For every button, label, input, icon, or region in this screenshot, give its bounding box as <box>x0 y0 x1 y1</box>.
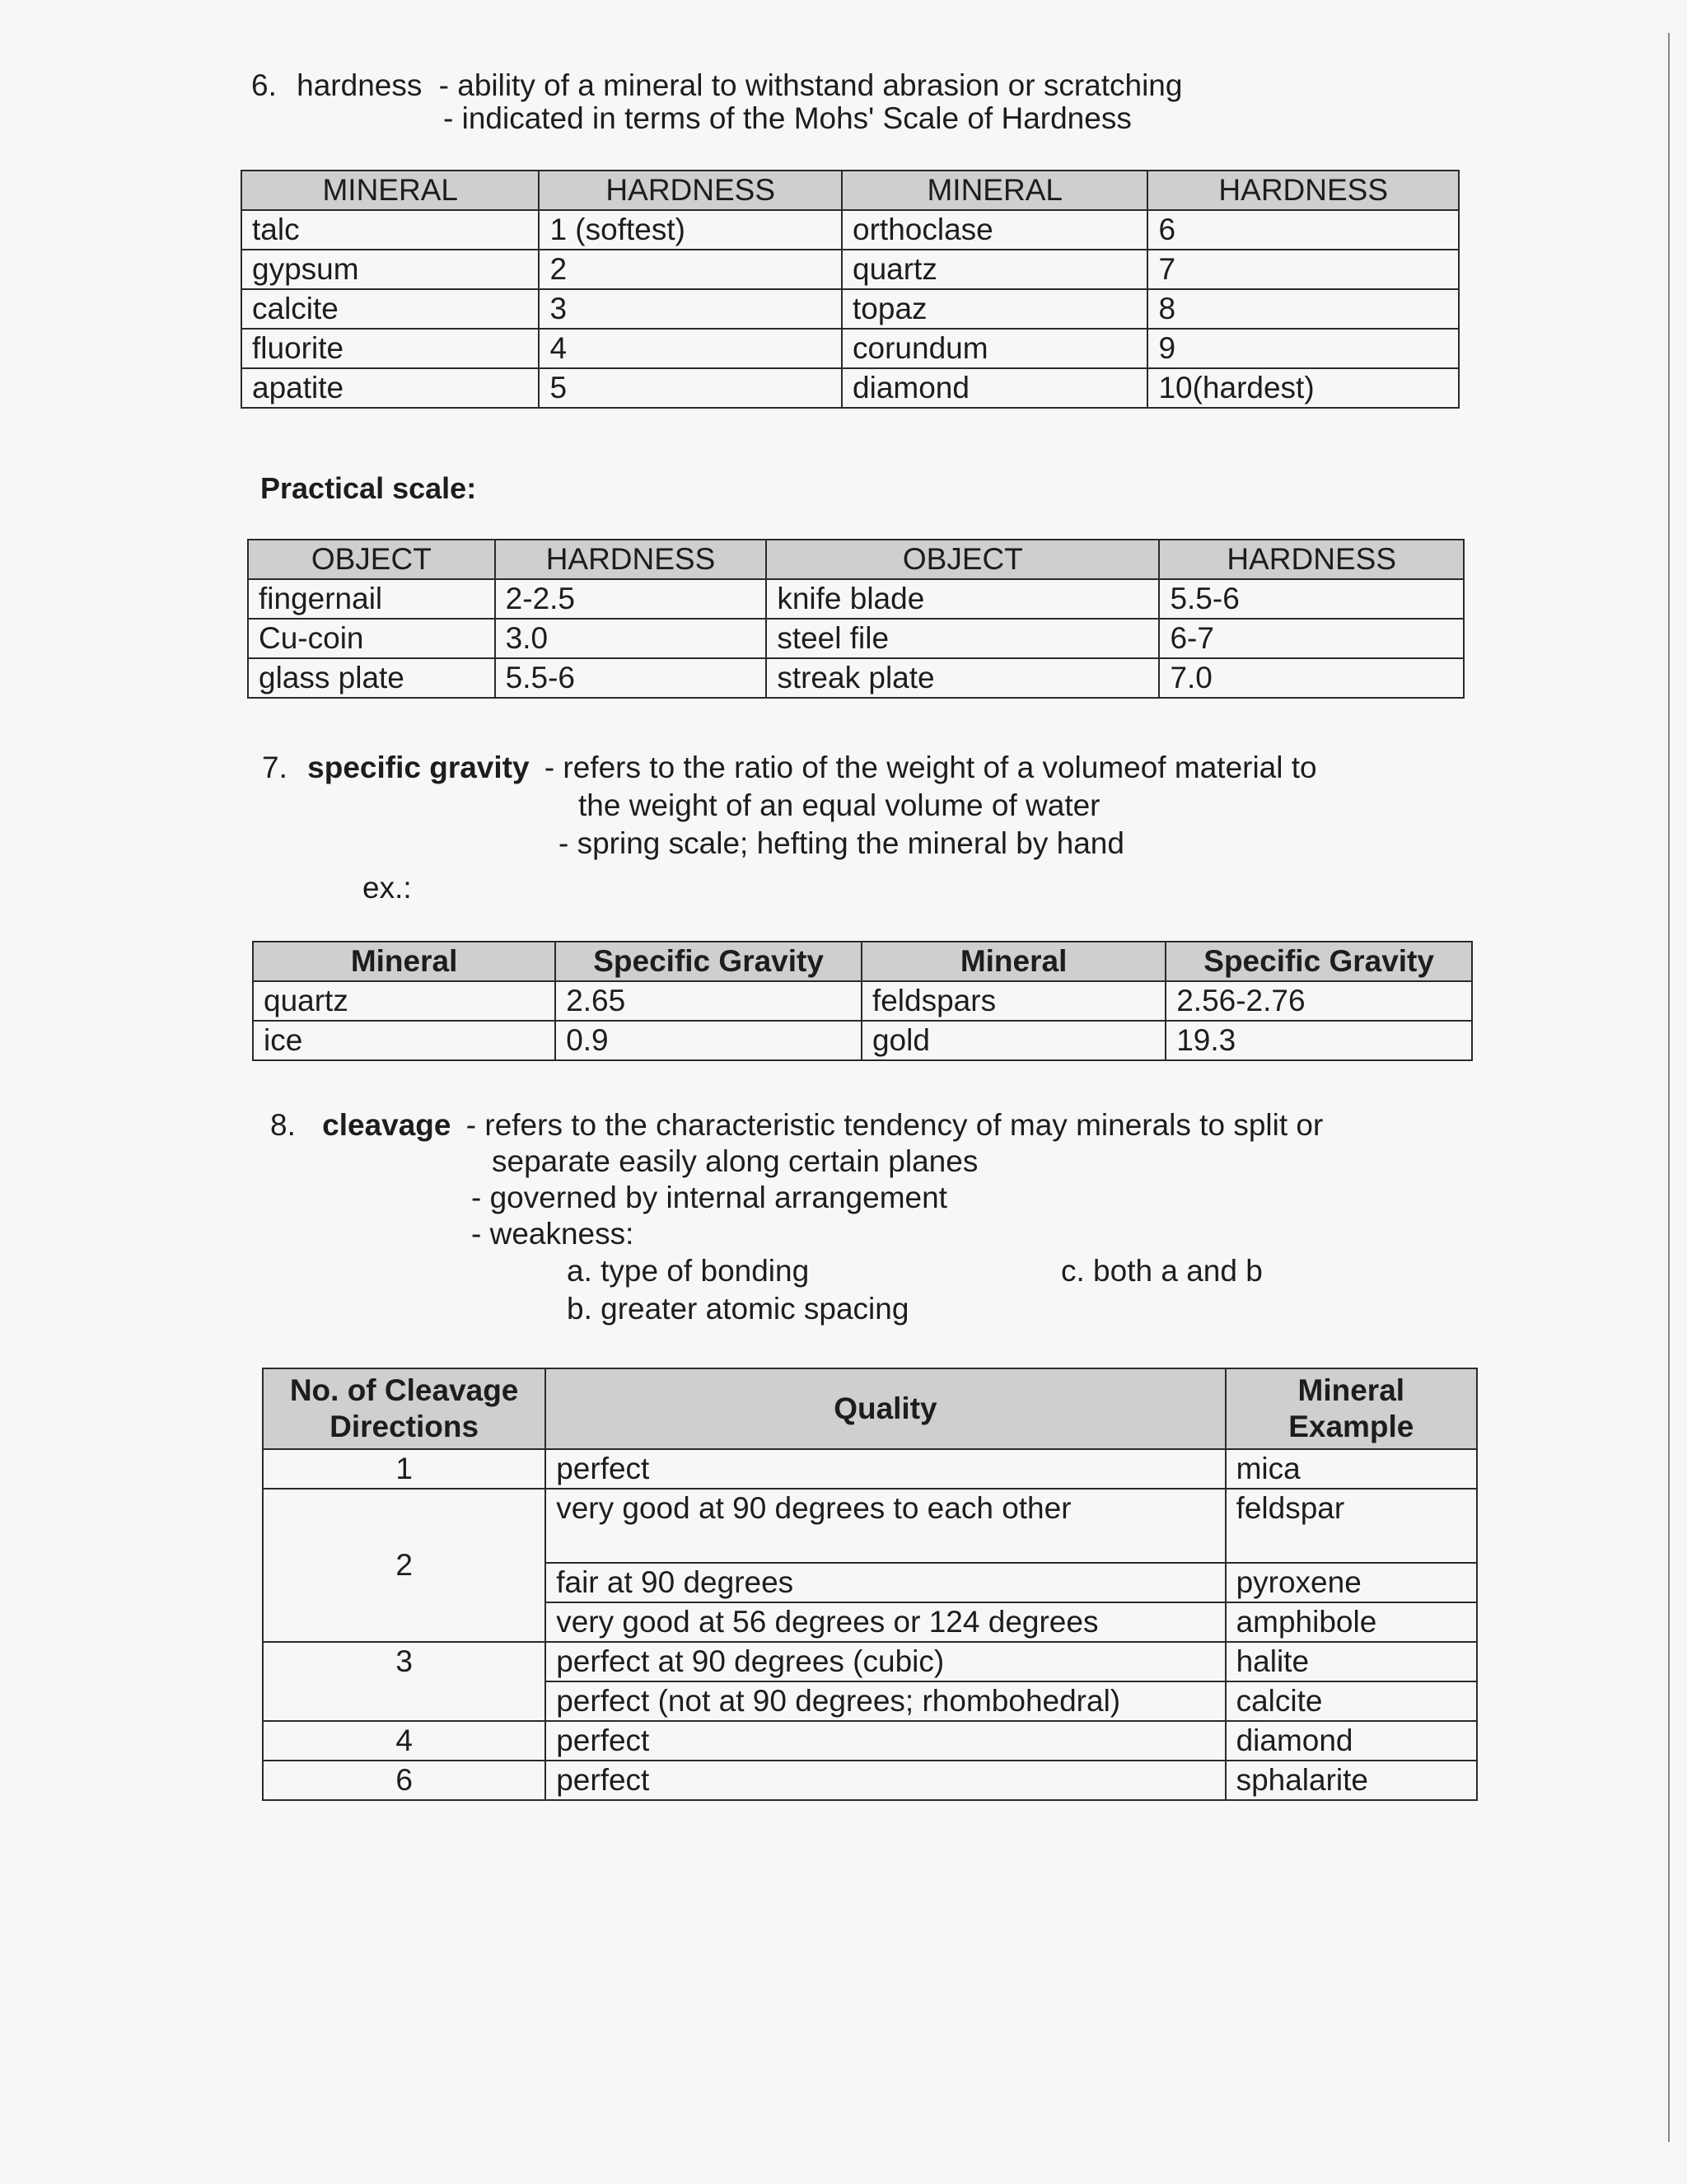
table-cell: knife blade <box>766 579 1159 619</box>
table-row <box>241 329 1459 368</box>
section-number: 8. <box>270 1108 296 1142</box>
table-cell: 7.0 <box>1159 658 1464 698</box>
table-row <box>263 1449 1477 1489</box>
practical-scale-label: Practical scale: <box>260 471 477 505</box>
table-header-row <box>263 1368 1477 1449</box>
table-row <box>241 210 1459 250</box>
example-cell: feldspar <box>1226 1489 1477 1563</box>
quality-cell: perfect <box>545 1761 1225 1800</box>
definition-text: - refers to the ratio of the weight of a volumeof material to <box>544 751 1317 784</box>
example-cell: diamond <box>1226 1721 1477 1761</box>
example-cell: halite <box>1226 1642 1477 1681</box>
table-row <box>241 289 1459 329</box>
table-row <box>248 619 1464 658</box>
column-header: HARDNESS <box>1147 171 1459 210</box>
table-cell: feldspars <box>862 981 1166 1021</box>
cleavage-table <box>262 1368 1478 1801</box>
column-header: HARDNESS <box>495 540 767 579</box>
section-number: 7. <box>262 751 287 784</box>
section-term: specific gravity <box>307 751 530 784</box>
table-row <box>253 1021 1472 1060</box>
table-row <box>263 1642 1477 1681</box>
table-cell: gold <box>862 1021 1166 1060</box>
specific-gravity-table <box>252 941 1473 1061</box>
quality-cell: very good at 56 degrees or 124 degrees <box>545 1602 1225 1642</box>
table-cell: Cu-coin <box>248 619 495 658</box>
directions-cell: 3 <box>263 1642 545 1721</box>
hardness-definition-line-1 <box>251 68 1182 104</box>
example-cell: mica <box>1226 1449 1477 1489</box>
column-header: Quality <box>545 1368 1225 1449</box>
table-cell: 2 <box>539 250 842 289</box>
table-cell: fluorite <box>241 329 539 368</box>
column-header: Mineral <box>253 942 555 981</box>
table-cell: 2.56-2.76 <box>1166 981 1472 1021</box>
table-cell: steel file <box>766 619 1159 658</box>
table-cell: 7 <box>1147 250 1459 289</box>
table-cell: streak plate <box>766 658 1159 698</box>
table-cell: fingernail <box>248 579 495 619</box>
column-header: Specific Gravity <box>555 942 862 981</box>
table-row <box>263 1761 1477 1800</box>
table-row <box>248 658 1464 698</box>
table-cell: 0.9 <box>555 1021 862 1060</box>
directions-cell: 4 <box>263 1721 545 1761</box>
cleavage-definition-line-3: - weakness: <box>471 1217 634 1251</box>
cleavage-definition-line-1 <box>270 1107 1323 1143</box>
column-header: Mineral <box>862 942 1166 981</box>
table-cell: 6-7 <box>1159 619 1464 658</box>
table-cell: 8 <box>1147 289 1459 329</box>
table-row <box>253 981 1472 1021</box>
table-header-row <box>253 942 1472 981</box>
directions-cell: 1 <box>263 1449 545 1489</box>
table-cell: 19.3 <box>1166 1021 1472 1060</box>
table-cell: topaz <box>842 289 1147 329</box>
column-header: MINERAL <box>241 171 539 210</box>
table-cell: 5 <box>539 368 842 408</box>
table-cell: 5.5-6 <box>495 658 767 698</box>
specific-gravity-definition-line-2: - spring scale; hefting the mineral by hand <box>558 826 1124 860</box>
table-cell: quartz <box>253 981 555 1021</box>
column-header: Specific Gravity <box>1166 942 1472 981</box>
column-header: MINERAL <box>842 171 1147 210</box>
column-header: No. of Cleavage Directions <box>263 1368 545 1449</box>
example-label: ex.: <box>362 871 412 905</box>
quality-cell: perfect <box>545 1449 1225 1489</box>
quality-cell: fair at 90 degrees <box>545 1563 1225 1602</box>
page-edge-rule <box>1668 33 1670 2142</box>
column-header: HARDNESS <box>1159 540 1464 579</box>
quality-cell: very good at 90 degrees to each other <box>545 1489 1225 1563</box>
practical-scale-table <box>247 539 1465 699</box>
table-cell: diamond <box>842 368 1147 408</box>
section-term: cleavage <box>322 1108 451 1142</box>
table-cell: 3 <box>539 289 842 329</box>
definition-text: - ability of a mineral to withstand abrasion or scratching <box>438 68 1183 102</box>
directions-cell: 6 <box>263 1761 545 1800</box>
table-cell: 3.0 <box>495 619 767 658</box>
quality-cell: perfect (not at 90 degrees; rhombohedral) <box>545 1681 1225 1721</box>
table-cell: corundum <box>842 329 1147 368</box>
column-header: OBJECT <box>766 540 1159 579</box>
quality-cell: perfect at 90 degrees (cubic) <box>545 1642 1225 1681</box>
table-cell: 5.5-6 <box>1159 579 1464 619</box>
table-cell: calcite <box>241 289 539 329</box>
table-cell: ice <box>253 1021 555 1060</box>
column-header: OBJECT <box>248 540 495 579</box>
table-row <box>241 250 1459 289</box>
cleavage-definition-line-1b: separate easily along certain planes <box>492 1144 979 1178</box>
table-row <box>241 368 1459 408</box>
example-cell: amphibole <box>1226 1602 1477 1642</box>
table-cell: orthoclase <box>842 210 1147 250</box>
weakness-item-b: b. greater atomic spacing <box>567 1292 909 1326</box>
table-cell: 10(hardest) <box>1147 368 1459 408</box>
table-row <box>263 1489 1477 1563</box>
table-header-row <box>248 540 1464 579</box>
table-cell: quartz <box>842 250 1147 289</box>
weakness-item-c: c. both a and b <box>1061 1254 1263 1288</box>
table-cell: gypsum <box>241 250 539 289</box>
table-cell: glass plate <box>248 658 495 698</box>
table-cell: 6 <box>1147 210 1459 250</box>
specific-gravity-definition-line-1 <box>262 750 1317 786</box>
table-cell: talc <box>241 210 539 250</box>
table-cell: 1 (softest) <box>539 210 842 250</box>
example-cell: sphalarite <box>1226 1761 1477 1800</box>
quality-cell: perfect <box>545 1721 1225 1761</box>
table-cell: 2.65 <box>555 981 862 1021</box>
hardness-definition-line-2: - indicated in terms of the Mohs' Scale of Hardness <box>443 101 1132 135</box>
table-cell: apatite <box>241 368 539 408</box>
table-cell: 2-2.5 <box>495 579 767 619</box>
section-term: hardness <box>297 68 423 102</box>
column-header: HARDNESS <box>539 171 842 210</box>
table-row <box>248 579 1464 619</box>
table-header-row <box>241 171 1459 210</box>
mohs-scale-table <box>241 170 1460 409</box>
weakness-item-a: a. type of bonding <box>567 1254 810 1288</box>
example-cell: pyroxene <box>1226 1563 1477 1602</box>
directions-cell: 2 <box>263 1489 545 1642</box>
table-cell: 9 <box>1147 329 1459 368</box>
column-header: Mineral Example <box>1226 1368 1477 1449</box>
section-number: 6. <box>251 68 277 102</box>
example-cell: calcite <box>1226 1681 1477 1721</box>
specific-gravity-definition-line-1b: the weight of an equal volume of water <box>578 788 1101 822</box>
table-row <box>263 1721 1477 1761</box>
table-cell: 4 <box>539 329 842 368</box>
cleavage-definition-line-2: - governed by internal arrangement <box>471 1181 947 1214</box>
definition-text: - refers to the characteristic tendency of may minerals to split or <box>465 1108 1324 1142</box>
